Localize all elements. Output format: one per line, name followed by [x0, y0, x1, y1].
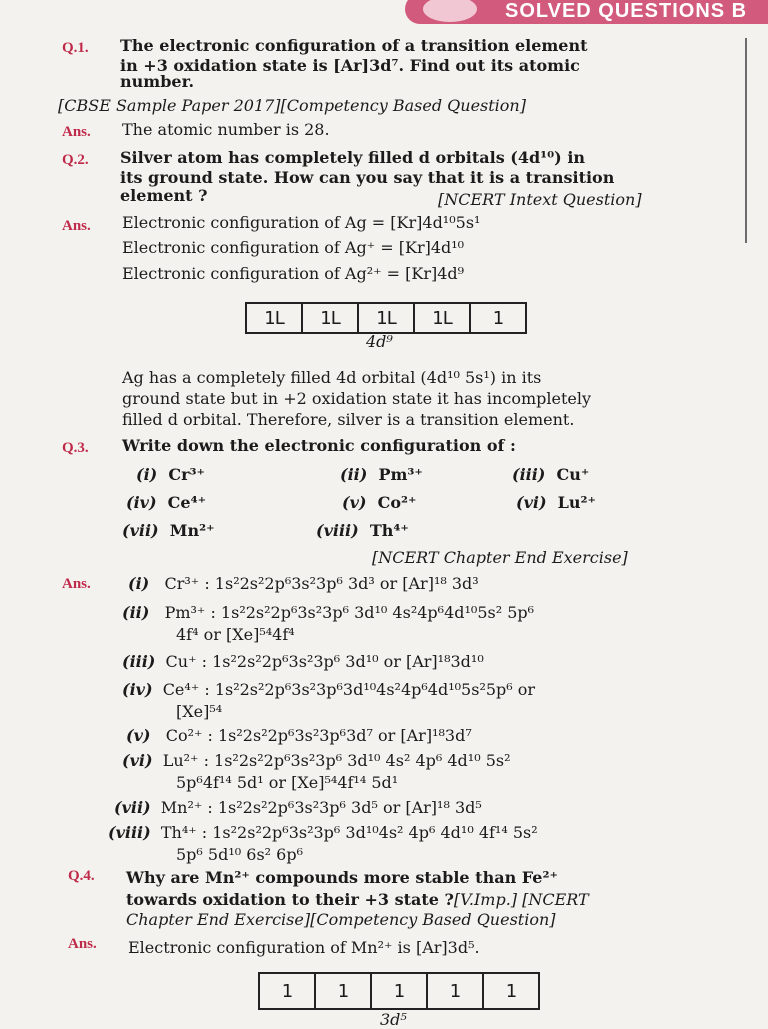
- source-reference: [NCERT Intext Question]: [438, 190, 642, 209]
- ion-item: (v) Co²⁺: [342, 493, 417, 512]
- orbital-box-diagram: [258, 972, 540, 1010]
- source-reference: [NCERT Chapter End Exercise]: [372, 548, 628, 567]
- source-reference: [CBSE Sample Paper 2017][Competency Based Question]: [58, 96, 526, 115]
- orbital-box: 1: [372, 974, 428, 1008]
- ion-item: (ii) Pm³⁺: [340, 465, 423, 484]
- orbital-box: 1L: [303, 304, 359, 332]
- configuration-line: Electronic configuration of Ag⁺ = [Kr]4d¹⁰: [122, 238, 465, 257]
- answer-item: (vii) Mn²⁺ : 1s²2s²2p⁶3s²3p⁶ 3d⁵ or [Ar]¹⁸ 3d⁵: [114, 798, 482, 817]
- question-text-line: in +3 oxidation state is [Ar]3d⁷. Find out its atomic: [120, 56, 580, 75]
- orbital-caption: 3d⁵: [380, 1010, 407, 1029]
- ion-item: (iv) Ce⁴⁺: [126, 493, 207, 512]
- orbital-box-diagram: [245, 302, 527, 334]
- ion-item: (vi) Lu²⁺: [516, 493, 596, 512]
- question-label: Q.3.: [62, 440, 89, 456]
- source-reference: Chapter End Exercise][Competency Based Question]: [126, 910, 556, 929]
- orbital-box: 1: [492, 307, 504, 329]
- section-banner: [405, 0, 768, 24]
- answer-item: (vi) Lu²⁺ : 1s²2s²2p⁶3s²3p⁶ 3d¹⁰ 4s² 4p⁶ 4d¹⁰ 5s²: [122, 751, 511, 770]
- answer-label: Ans.: [62, 576, 91, 592]
- configuration-line: Electronic configuration of Ag = [Kr]4d¹⁰5s¹: [122, 213, 481, 232]
- orbital-box: 1L: [415, 304, 471, 332]
- orbital-box: 1L: [247, 304, 303, 332]
- ion-item: (iii) Cu⁺: [512, 465, 590, 484]
- question-label: Q.2.: [62, 152, 89, 168]
- ion-item: (i) Cr³⁺: [136, 465, 205, 484]
- question-text-line: towards oxidation to their +3 state ?[V.Imp.] [NCERT: [126, 890, 589, 909]
- answer-item-continuation: 5p⁶ 5d¹⁰ 6s² 6p⁶: [176, 845, 303, 864]
- margin-rule: [745, 38, 747, 243]
- orbital-box: 1L: [359, 304, 415, 332]
- question-text-line: element ?: [120, 186, 208, 205]
- question-text-line: The electronic configuration of a transition element: [120, 36, 588, 55]
- question-text-line: its ground state. How can you say that it is a transition: [120, 168, 615, 187]
- answer-label: Ans.: [62, 218, 91, 234]
- orbital-box: 1: [260, 974, 316, 1008]
- explanation-line: Ag has a completely filled 4d orbital (4d¹⁰ 5s¹) in its: [122, 368, 542, 387]
- banner-logo-icon: [423, 0, 477, 22]
- question-label: Q.1.: [62, 40, 89, 56]
- answer-item: (iii) Cu⁺ : 1s²2s²2p⁶3s²3p⁶ 3d¹⁰ or [Ar]¹⁸3d¹⁰: [122, 652, 484, 671]
- answer-item: (ii) Pm³⁺ : 1s²2s²2p⁶3s²3p⁶ 3d¹⁰ 4s²4p⁶4d¹⁰5s² 5p⁶: [122, 603, 535, 622]
- ion-item: (viii) Th⁴⁺: [316, 521, 409, 540]
- question-label: Q.4.: [68, 868, 95, 884]
- orbital-box: 1: [428, 974, 484, 1008]
- answer-label: Ans.: [68, 936, 97, 952]
- answer-item: (viii) Th⁴⁺ : 1s²2s²2p⁶3s²3p⁶ 3d¹⁰4s² 4p⁶ 4d¹⁰ 4f¹⁴ 5s²: [108, 823, 538, 842]
- answer-item: (i) Cr³⁺ : 1s²2s²2p⁶3s²3p⁶ 3d³ or [Ar]¹⁸ 3d³: [128, 574, 479, 593]
- explanation-line: ground state but in +2 oxidation state it has incompletely: [122, 389, 591, 408]
- ion-item: (vii) Mn²⁺: [122, 521, 215, 540]
- answer-item: (v) Co²⁺ : 1s²2s²2p⁶3s²3p⁶3d⁷ or [Ar]¹⁸3d⁷: [126, 726, 472, 745]
- answer-item: (iv) Ce⁴⁺ : 1s²2s²2p⁶3s²3p⁶3d¹⁰4s²4p⁶4d¹⁰5s²5p⁶ or: [122, 680, 536, 699]
- banner-title: SOLVED QUESTIONS B: [505, 0, 748, 22]
- orbital-caption: 4d⁹: [366, 332, 393, 351]
- question-text-line: Silver atom has completely filled d orbitals (4d¹⁰) in: [120, 148, 586, 167]
- orbital-box: 1: [316, 974, 372, 1008]
- answer-text: The atomic number is 28.: [122, 120, 330, 139]
- configuration-line: Electronic configuration of Ag²⁺ = [Kr]4d⁹: [122, 264, 465, 283]
- question-text-line: number.: [120, 72, 195, 91]
- answer-item-continuation: 4f⁴ or [Xe]⁵⁴4f⁴: [176, 625, 295, 644]
- explanation-line: filled d orbital. Therefore, silver is a transition element.: [122, 410, 575, 429]
- question-text-line: Write down the electronic configuration of :: [122, 436, 516, 455]
- answer-label: Ans.: [62, 124, 91, 140]
- answer-text: Electronic configuration of Mn²⁺ is [Ar]3d⁵.: [128, 938, 480, 957]
- answer-item-continuation: 5p⁶4f¹⁴ 5d¹ or [Xe]⁵⁴4f¹⁴ 5d¹: [176, 773, 399, 792]
- orbital-box: 1: [505, 980, 517, 1002]
- answer-item-continuation: [Xe]⁵⁴: [176, 702, 223, 721]
- question-text-line: Why are Mn²⁺ compounds more stable than Fe²⁺: [126, 868, 558, 887]
